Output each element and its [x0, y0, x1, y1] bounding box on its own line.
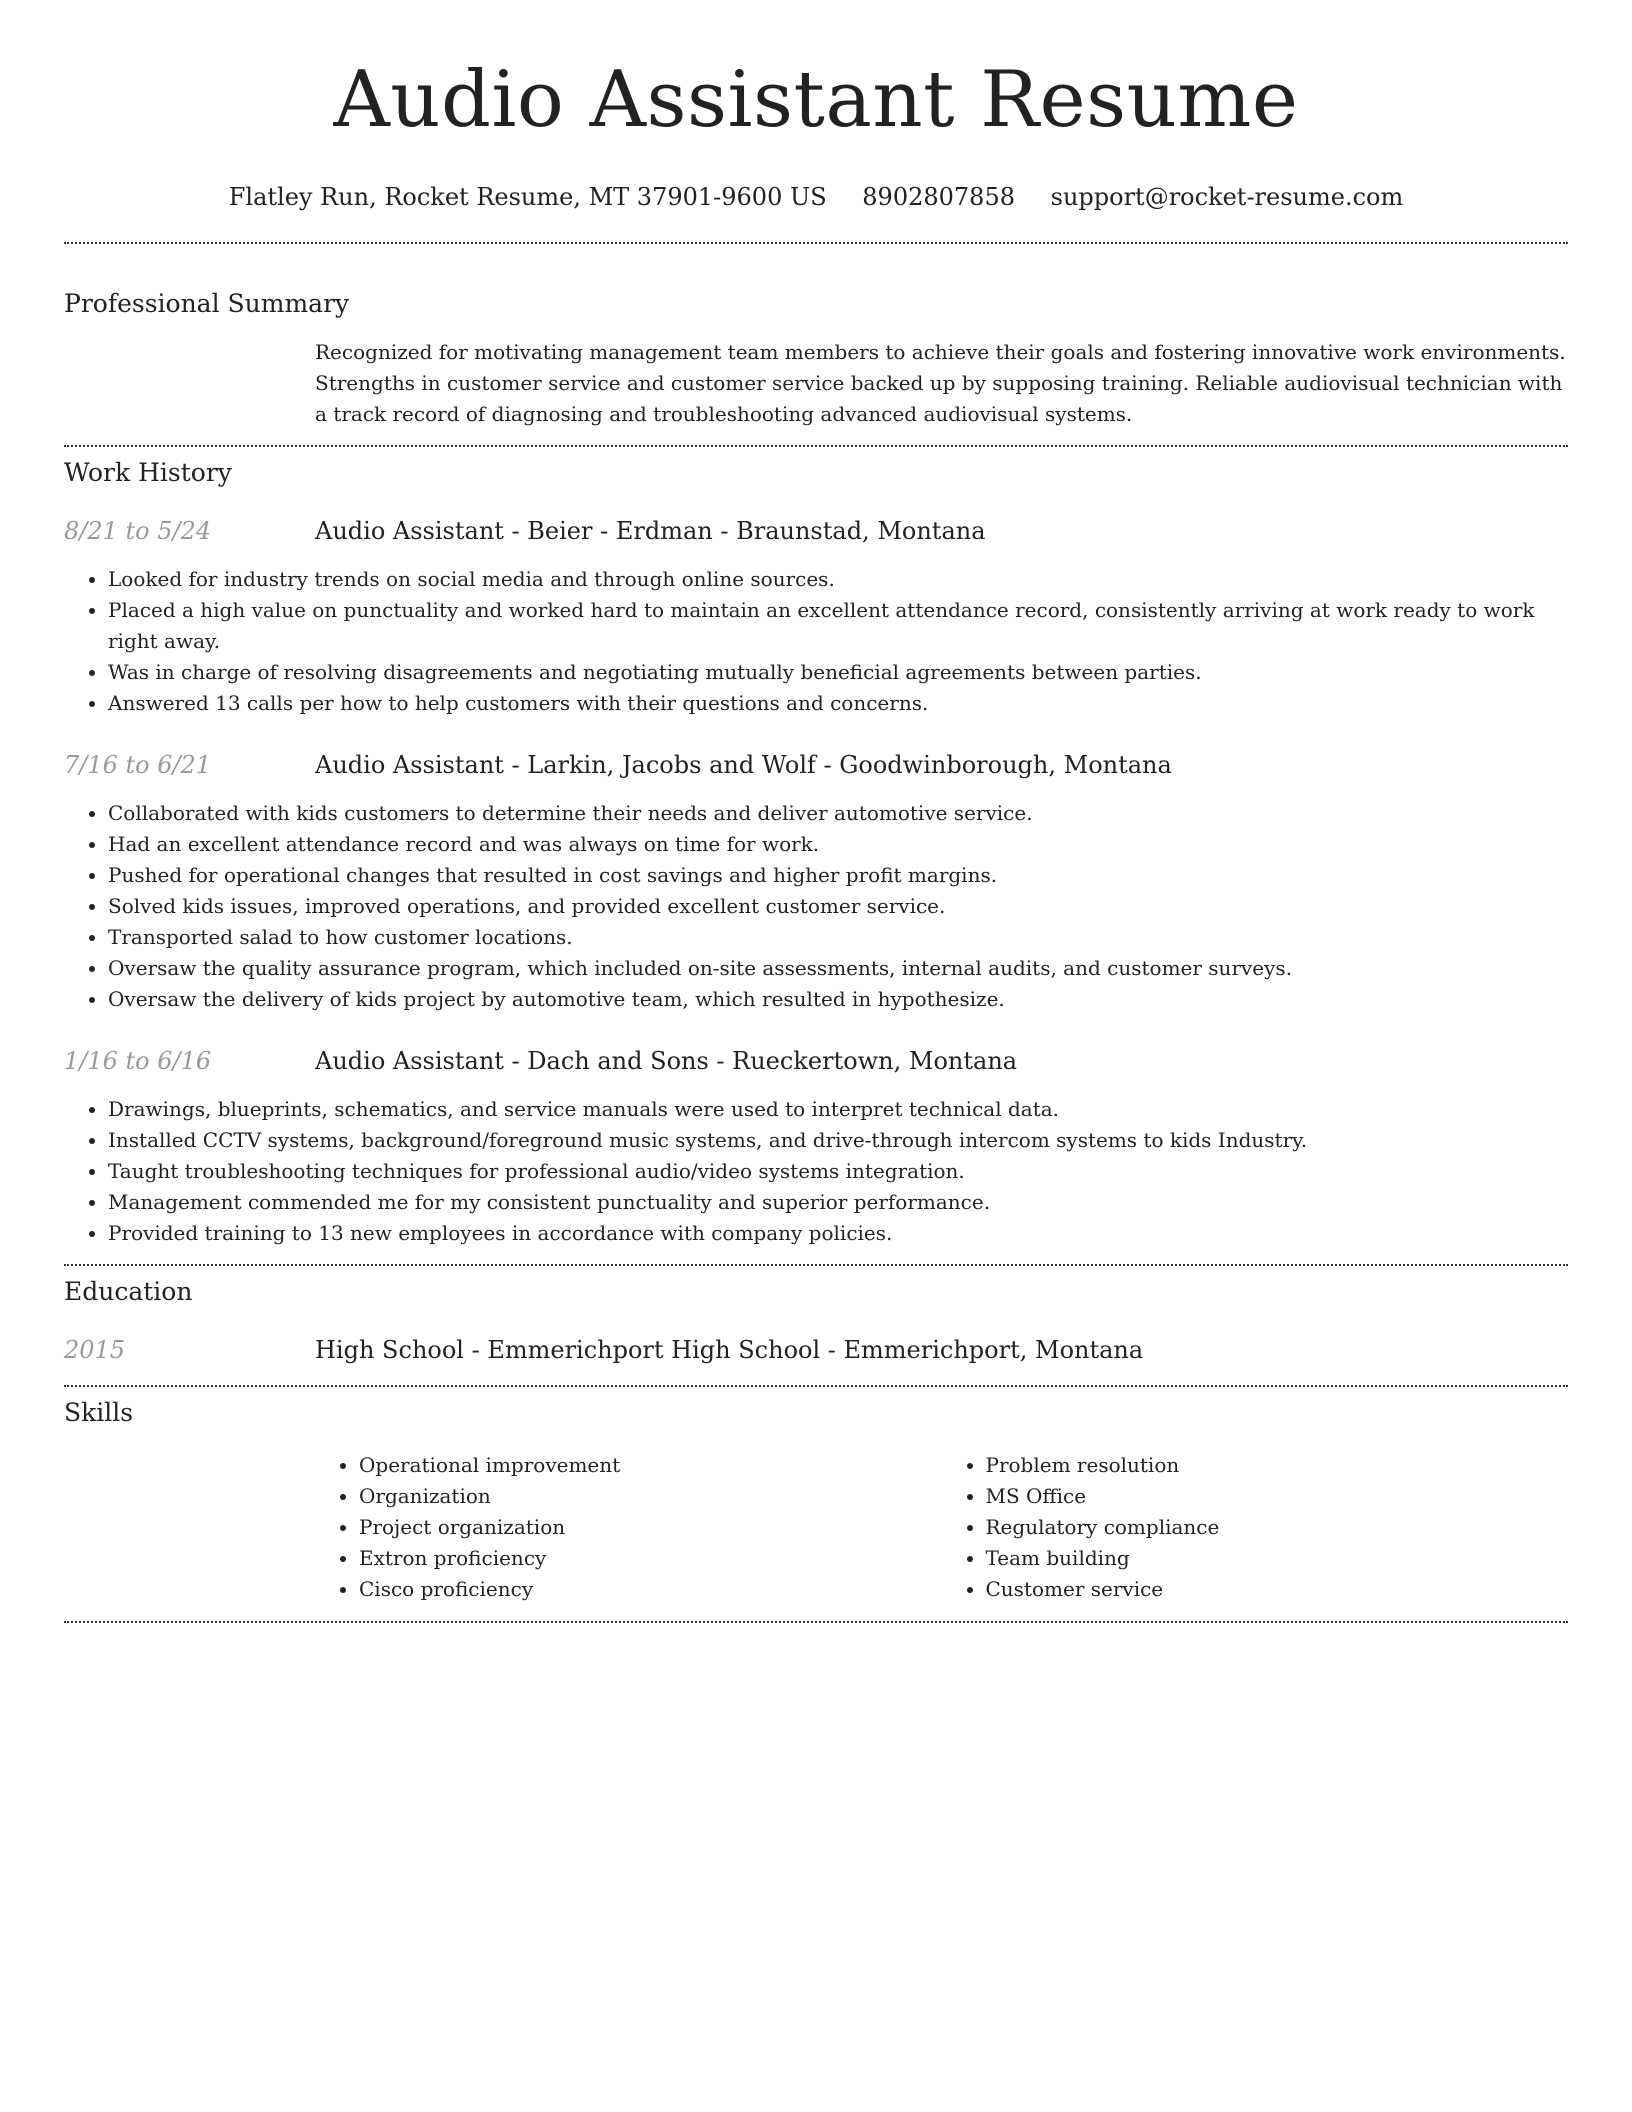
education-year: 2015 — [64, 1336, 126, 1364]
skill-item: • Project organization — [359, 1512, 942, 1543]
list-item: • Collaborated with kids customers to determine their needs and deliver automotive service. — [108, 798, 1568, 829]
skill-item: • Organization — [359, 1481, 942, 1512]
section-title-summary: Professional Summary — [64, 289, 350, 318]
resume-page — [64, 0, 1568, 1623]
skill-item: • Customer service — [986, 1574, 1569, 1605]
job-dates: 7/16 to 6/21 — [64, 751, 212, 779]
divider — [64, 1264, 1568, 1266]
section-title-education: Education — [64, 1277, 193, 1306]
skill-item: • Operational improvement — [359, 1450, 942, 1481]
list-item: • Oversaw the delivery of kids project by automotive team, which resulted in hypothesize. — [108, 984, 1568, 1015]
skill-item: • Cisco proficiency — [359, 1574, 942, 1605]
list-item: • Had an excellent attendance record and was always on time for work. — [108, 829, 1568, 860]
skills-list-right — [942, 1450, 1569, 1605]
list-item: • Transported salad to how customer locations. — [108, 922, 1568, 953]
contact-line — [64, 182, 1568, 212]
contact-email: support@rocket-resume.com — [1050, 183, 1404, 211]
list-item: • Answered 13 calls per how to help customers with their questions and concerns. — [108, 688, 1568, 719]
skill-item: • Regulatory compliance — [986, 1512, 1569, 1543]
skills-list-left — [315, 1450, 942, 1605]
list-item: • Taught troubleshooting techniques for professional audio/video systems integration. — [108, 1156, 1568, 1187]
resume-title: Audio Assistant Resume — [333, 55, 1299, 145]
job-bullets — [64, 564, 1568, 719]
divider — [64, 445, 1568, 447]
skill-item: • Extron proficiency — [359, 1543, 942, 1574]
job-bullets — [64, 1094, 1568, 1249]
education-entry — [64, 1335, 1568, 1365]
divider — [64, 1385, 1568, 1387]
skill-item: • Problem resolution — [986, 1450, 1569, 1481]
job-dates: 1/16 to 6/16 — [64, 1047, 212, 1075]
divider — [64, 242, 1568, 244]
contact-phone: 8902807858 — [862, 183, 1015, 211]
summary-text: Recognized for motivating management team members to achieve their goals and fostering innovative work environments. Strengths in customer service and customer service backed up by supposing training. Reliable audiovisual technician with a track record of diagnosing and troubleshooting advanced audiovisual systems. — [315, 340, 1566, 426]
list-item: • Was in charge of resolving disagreements and negotiating mutually beneficial agreements between parties. — [108, 657, 1568, 688]
section-title-skills: Skills — [64, 1398, 134, 1427]
job-heading: Audio Assistant - Dach and Sons - Rueckertown, Montana — [315, 1047, 1018, 1075]
contact-address: Flatley Run, Rocket Resume, MT 37901-9600 US — [228, 183, 827, 211]
list-item: • Management commended me for my consistent punctuality and superior performance. — [108, 1187, 1568, 1218]
job-entry — [64, 1046, 1568, 1249]
skill-item: • MS Office — [986, 1481, 1569, 1512]
section-title-work-history: Work History — [64, 458, 232, 487]
list-item: • Placed a high value on punctuality and worked hard to maintain an excellent attendance record, consistently arriving at work ready to work right away. — [108, 595, 1568, 657]
list-item: • Provided training to 13 new employees in accordance with company policies. — [108, 1218, 1568, 1249]
skill-item: • Team building — [986, 1543, 1569, 1574]
divider — [64, 1621, 1568, 1623]
education-heading: High School - Emmerichport High School - Emmerichport, Montana — [315, 1336, 1144, 1364]
job-bullets — [64, 798, 1568, 1015]
job-heading: Audio Assistant - Larkin, Jacobs and Wolf - Goodwinborough, Montana — [315, 751, 1172, 779]
job-entry — [64, 750, 1568, 1015]
list-item: • Solved kids issues, improved operations, and provided excellent customer service. — [108, 891, 1568, 922]
list-item: • Oversaw the quality assurance program, which included on-site assessments, internal audits, and customer surveys. — [108, 953, 1568, 984]
skills-grid — [315, 1450, 1568, 1605]
job-entry — [64, 516, 1568, 719]
list-item: • Installed CCTV systems, background/foreground music systems, and drive-through intercom systems to kids Industry. — [108, 1125, 1568, 1156]
job-dates: 8/21 to 5/24 — [64, 517, 212, 545]
list-item: • Drawings, blueprints, schematics, and service manuals were used to interpret technical data. — [108, 1094, 1568, 1125]
job-heading: Audio Assistant - Beier - Erdman - Braunstad, Montana — [315, 517, 986, 545]
list-item: • Looked for industry trends on social media and through online sources. — [108, 564, 1568, 595]
list-item: • Pushed for operational changes that resulted in cost savings and higher profit margins. — [108, 860, 1568, 891]
